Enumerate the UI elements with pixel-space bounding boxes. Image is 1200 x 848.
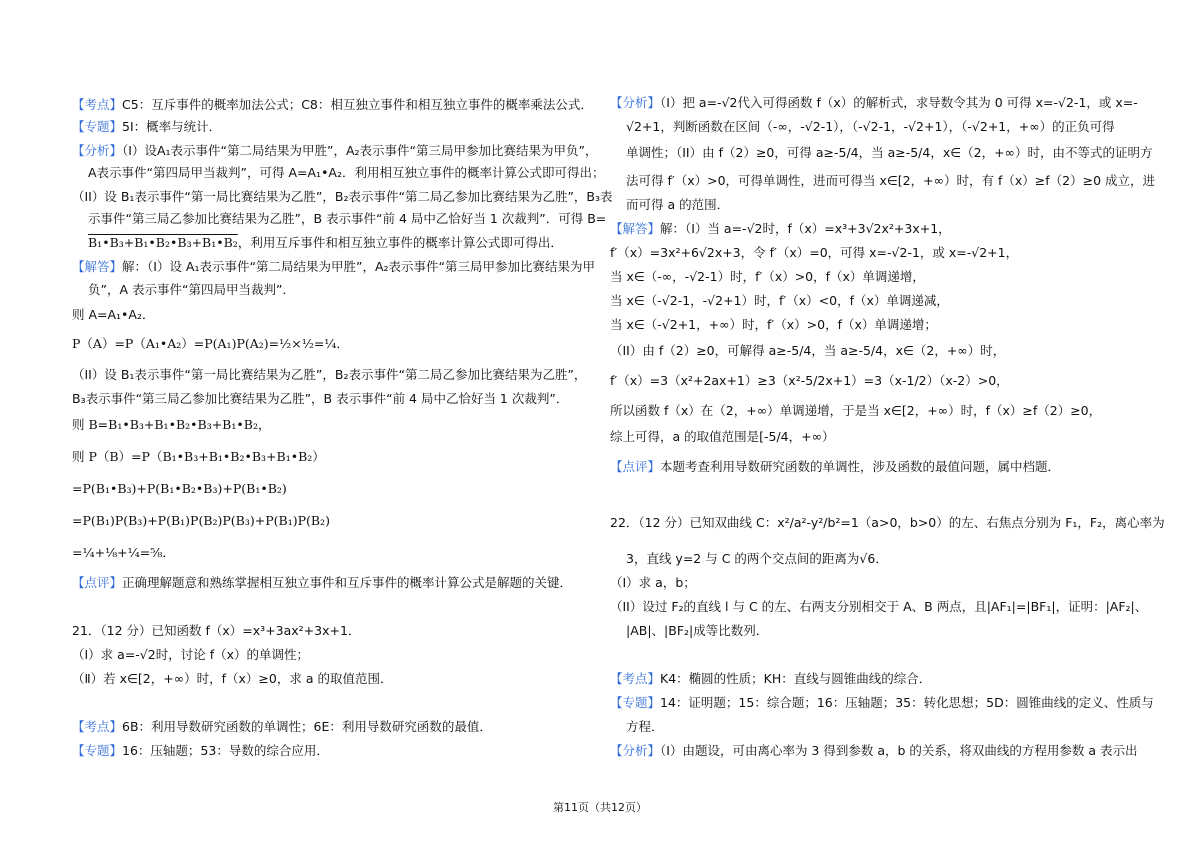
fenxi-21-line-4: 法可得 f′（x）>0，可得单调性，进而可得当 x∈[2，+∞）时，有 f（x）≥f（2）≥0 成立，进	[626, 173, 1156, 188]
jieda-21-line-4: 当 x∈（-√2-1，-√2+1）时，f′（x）<0，f（x）单调递减，	[610, 293, 949, 308]
problem-22-part1: （I）求 a，b；	[610, 575, 696, 590]
fenxi-line-5: B₁•B₃+B₁•B₂•B₃+B₁•B₂，利用互斥事件和相互独立事件的概率计算公式即可得出．	[88, 235, 563, 250]
problem-22-part2-cont: |AB|、|BF₂|成等比数列．	[626, 623, 769, 638]
kaodian-22-line: 【考点】K4：椭圆的性质；KH：直线与圆锥曲线的综合．	[610, 671, 932, 686]
jieda-21-line-3: 当 x∈（-∞，-√2-1）时，f′（x）>0，f（x）单调递增，	[610, 269, 925, 284]
fenxi-line-3: （II）设 B₁表示事件“第一局比赛结果为乙胜”，B₂表示事件“第二局乙参加比赛结果为乙胜”，B₃表	[72, 189, 613, 204]
jieda-21-line-5: 当 x∈（-√2+1，+∞）时，f′（x）>0，f（x）单调递增；	[610, 317, 937, 332]
pb-formula-3: =P(B₁)P(B₃)+P(B₁)P(B₂)P(B₃)+P(B₁)P(B₂)	[72, 513, 330, 528]
pb-formula-2: =P(B₁•B₃)+P(B₁•B₂•B₃)+P(B₁•B₂)	[72, 481, 287, 496]
pb-formula-4: =¼+⅛+¼=⅝．	[72, 545, 175, 560]
problem-21-title: 21．（12 分）已知函数 f（x）=x³+3ax²+3x+1．	[72, 623, 361, 638]
problem-22-title: 22．（12 分）已知双曲线 C：x²/a²-y²/b²=1（a>0，b>0）的左、右焦点分别为 F₁，F₂，离心率为	[610, 515, 1165, 530]
zhuanti-22-line: 【专题】14：证明题；15：综合题；16：压轴题；35：转化思想；5D：圆锥曲线的定义、性质与	[610, 695, 1154, 710]
zhuanti-22-line-2: 方程．	[626, 719, 664, 734]
jieda-line-5: （II）设 B₁表示事件“第一局比赛结果为乙胜”，B₂表示事件“第二局乙参加比赛结果为乙胜”，	[72, 367, 587, 382]
problem-21-part1: （Ⅰ）求 a=-√2时，讨论 f（x）的单调性；	[72, 647, 309, 662]
jieda-21-line-6: （II）由 f（2）≥0，可解得 a≥-5/4，当 a≥-5/4，x∈（2，+∞）时，	[610, 343, 1006, 358]
zhuanti-21-line: 【专题】16：压轴题；53：导数的综合应用．	[72, 743, 329, 758]
b-event-formula: 则 B=B₁•B₃+B₁•B₂•B₃+B₁•B₂，	[72, 417, 271, 432]
fenxi-line-2: A表示事件“第四局甲当裁判”，可得 A=A₁•A₂．利用相互独立事件的概率计算公式即可得出；	[88, 165, 605, 180]
jieda-line-2: 负”，A 表示事件“第四局甲当裁判”．	[88, 282, 295, 297]
fenxi-21-line: 【分析】（I）把 a=-√2代入可得函数 f（x）的解析式，求导数令其为 0 可得 x=-√2-1，或 x=-	[610, 95, 1138, 110]
dianping-line: 【点评】正确理解题意和熟练掌握相互独立事件和互斥事件的概率计算公式是解题的关键．	[72, 575, 573, 590]
problem-22-part2: （II）设过 F₂的直线 l 与 C 的左、右两支分别相交于 A、B 两点，且|AF₁|=|BF₁|，证明：|AF₂|、	[610, 599, 1148, 614]
problem-22-line-2: 3，直线 y=2 与 C 的两个交点间的距离为√6．	[626, 551, 888, 566]
kaodian-21-line: 【考点】6B：利用导数研究函数的单调性；6E：利用导数研究函数的最值．	[72, 719, 492, 734]
fenxi-21-line-2: √2+1，判断函数在区间（-∞，-√2-1），（-√2-1，-√2+1），（-√2+1，+∞）的正负可得	[626, 119, 1115, 134]
fenxi-line: 【分析】（I）设A₁表示事件“第二局结果为甲胜”，A₂表示事件“第三局甲参加比赛结果为甲负”，	[72, 143, 598, 158]
jieda-21-line-8: 所以函数 f（x）在（2，+∞）单调递增，于是当 x∈[2，+∞）时，f（x）≥f（2）≥0，	[610, 403, 1102, 418]
fenxi-21-line-5: 而可得 a 的范围．	[626, 197, 730, 212]
jieda-21-line-2: f′（x）=3x²+6√2x+3，令 f′（x）=0，可得 x=-√2-1，或 x=-√2+1，	[610, 245, 1019, 260]
pa-formula: P（A）=P（A₁•A₂）=P(A₁)P(A₂)=½×½=¼．	[72, 336, 349, 351]
fenxi-line-4: 示事件“第三局乙参加比赛结果为乙胜”，B 表示事件“前 4 局中乙恰好当 1 次裁判”．可得 B=	[88, 211, 607, 226]
jieda-21-line-9: 综上可得，a 的取值范围是[-5/4，+∞）	[610, 429, 835, 444]
pb-formula-1: 则 P（B）=P（B₁•B₃+B₁•B₂•B₃+B₁•B₂）	[72, 449, 325, 464]
page-footer: 第11页（共12页）	[553, 801, 647, 814]
fenxi-21-line-3: 单调性；（II）由 f（2）≥0，可得 a≥-5/4，当 a≥-5/4，x∈（2，+∞）时，由不等式的证明方	[626, 145, 1153, 160]
jieda-line-6: B₃表示事件“第三局乙参加比赛结果为乙胜”，B 表示事件“前 4 局中乙恰好当 1 次裁判”．	[72, 391, 569, 406]
jieda-line-3: 则 A=A₁•A₂．	[72, 307, 155, 322]
zhuanti-line: 【专题】5I：概率与统计．	[72, 119, 222, 134]
b-formula: B₁•B₃+B₁•B₂•B₃+B₁•B₂	[88, 235, 238, 250]
dianping-21-line: 【点评】本题考查利用导数研究函数的单调性，涉及函数的最值问题，属中档题．	[610, 459, 1061, 474]
kaodian-line: 【考点】C5：互斥事件的概率加法公式；C8：相互独立事件和相互独立事件的概率乘法公式．	[72, 97, 593, 112]
jieda-21-line: 【解答】解：（I）当 a=-√2时，f（x）=x³+3√2x²+3x+1，	[610, 221, 951, 236]
jieda-21-line-7: f′（x）=3（x²+2ax+1）≥3（x²-5/2x+1）=3（x-1/2）（x-2）>0，	[610, 373, 1009, 388]
jieda-line: 【解答】解：（I）设 A₁表示事件“第二局结果为甲胜”，A₂表示事件“第三局甲参加比赛结果为甲	[72, 259, 595, 274]
problem-21-part2: （Ⅱ）若 x∈[2，+∞）时，f（x）≥0，求 a 的取值范围．	[72, 671, 393, 686]
fenxi-22-line: 【分析】（I）由题设，可由离心率为 3 得到参数 a，b 的关系，将双曲线的方程用参数 a 表示出	[610, 743, 1138, 758]
